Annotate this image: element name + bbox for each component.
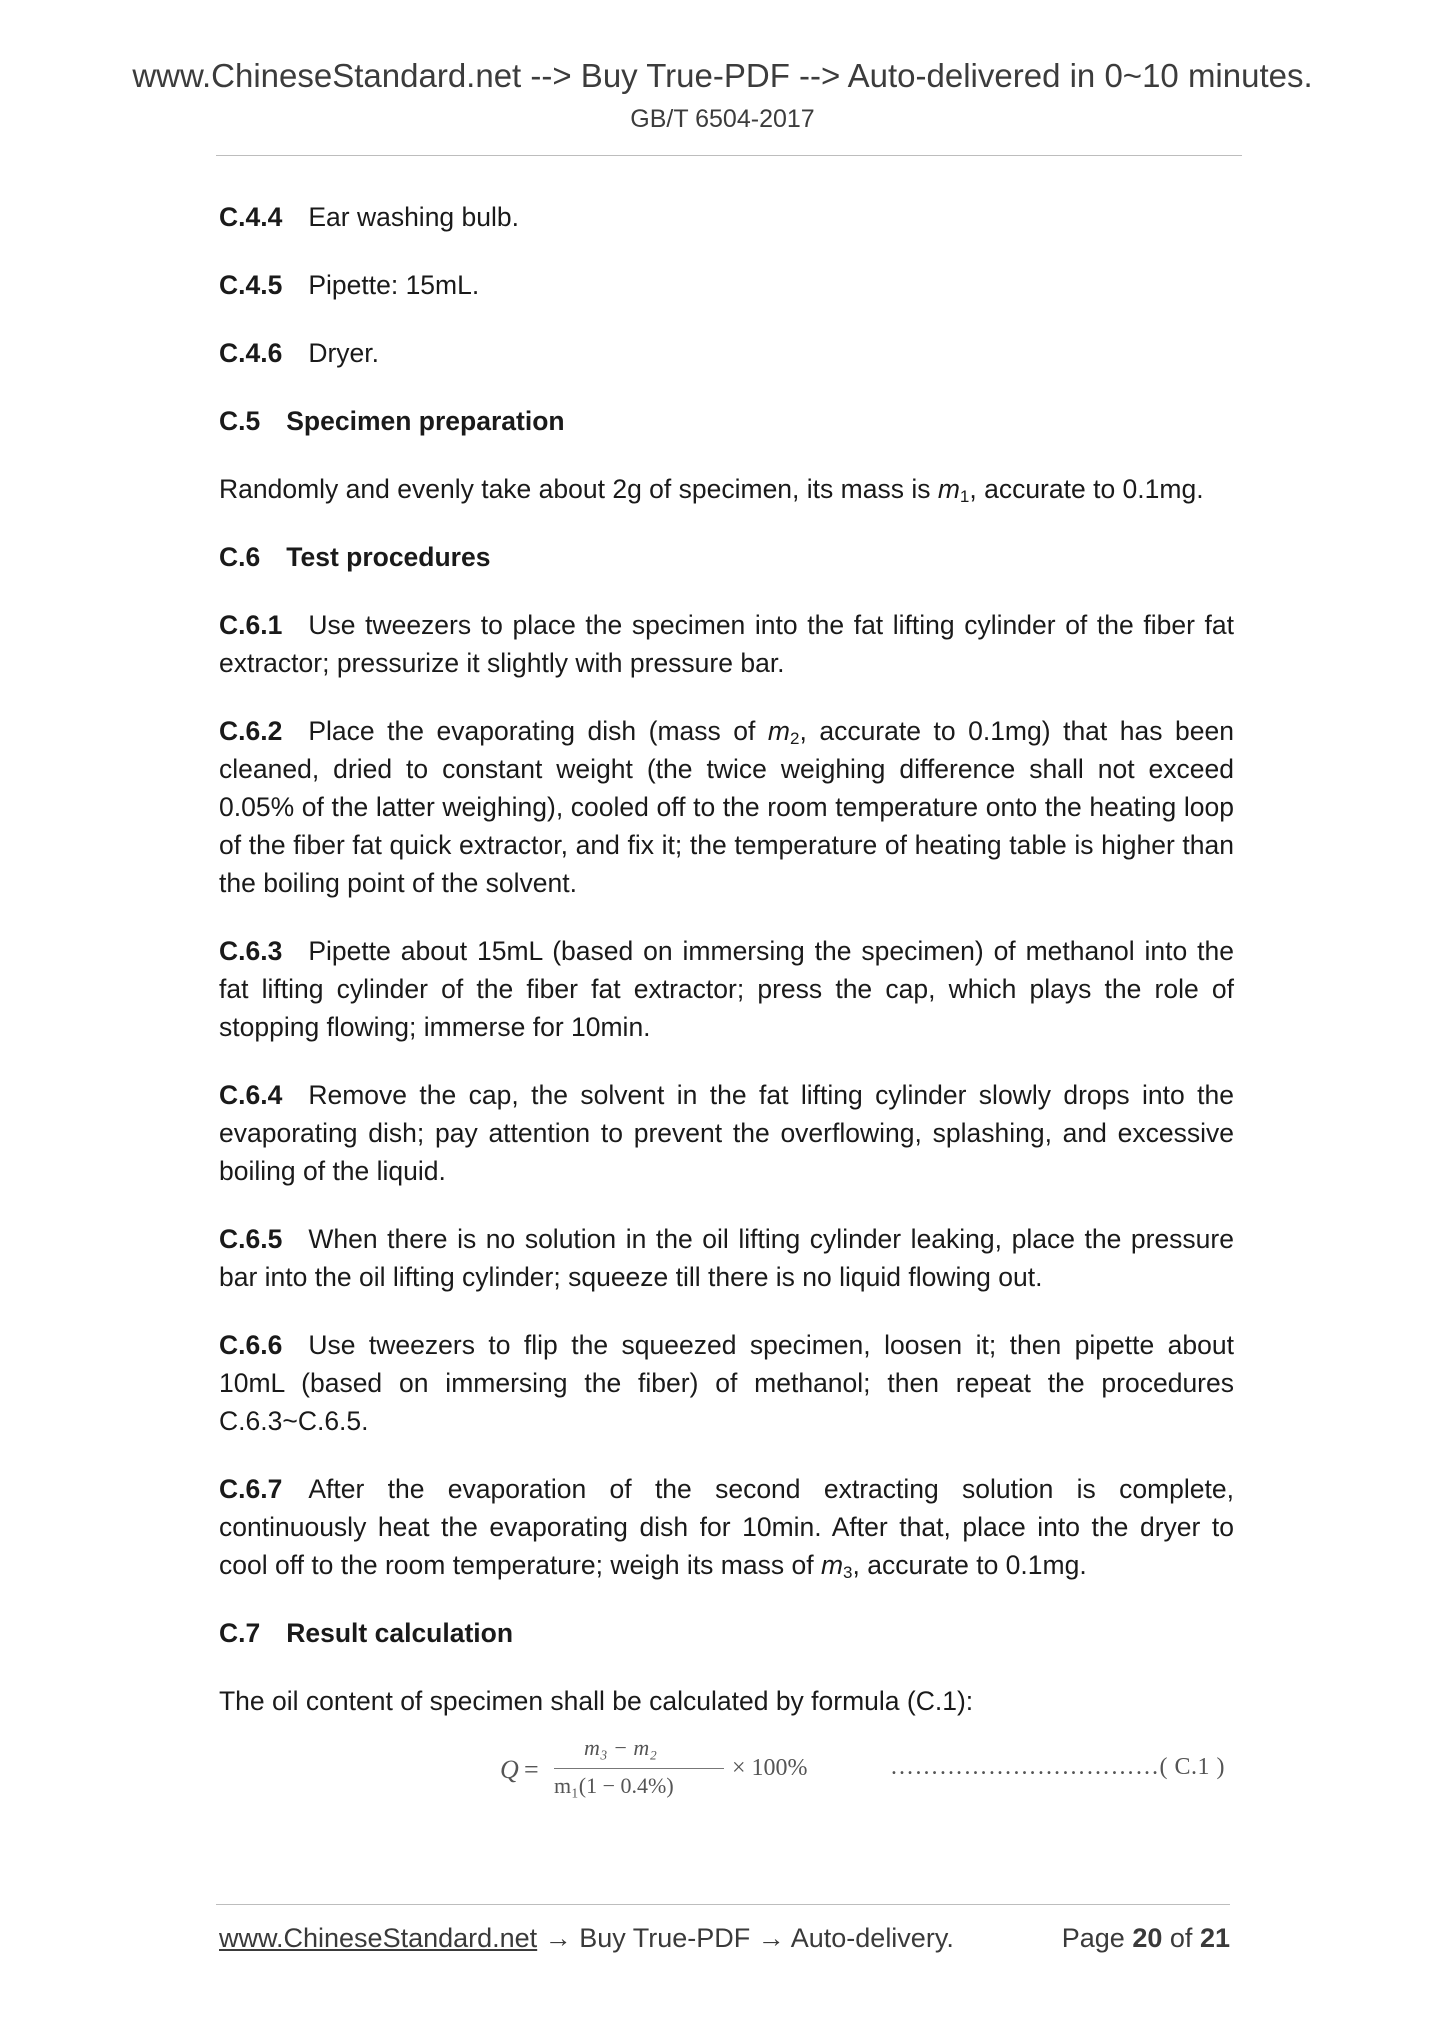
clause-text-after: , accurate to 0.1mg. (852, 1550, 1087, 1580)
footer-left (219, 1923, 954, 1954)
of-word: of (1169, 1923, 1193, 1953)
mass-subscript: 3 (843, 1563, 853, 1582)
clause-number: C.6.5 (219, 1224, 283, 1254)
clause-text: Pipette about 15mL (based on immersing the specimen) of methanol into the fat lifting cylinder of the fiber fat extractor; press the cap, which plays the role of stopping flowing; immerse for 10min. (219, 936, 1234, 1042)
formula-fraction-bar (554, 1768, 724, 1769)
clause-c-6-6 (219, 1326, 1234, 1440)
calc-intro: The oil content of specimen shall be calculated by formula (C.1): (219, 1686, 974, 1716)
section-number: C.6 (219, 542, 261, 572)
header-divider (216, 155, 1242, 156)
mass-variable: m (820, 1550, 844, 1580)
clause-c-6-7 (219, 1470, 1234, 1584)
section-heading-c-6 (219, 538, 1234, 576)
clause-number: C.6.4 (219, 1080, 283, 1110)
section-title: Result calculation (286, 1618, 514, 1648)
formula-multiplier: × 100% (732, 1755, 808, 1781)
clause-text-before: After the evaporation of the second extracting solution is complete, continuously heat the evaporating dish for 10min. After that, place into the dryer to cool off to the room temperature; weigh its mass of (219, 1474, 1234, 1580)
clause-number: C.4.4 (219, 202, 283, 232)
clause-text: When there is no solution in the oil lifting cylinder leaking, place the pressure bar into the oil lifting cylinder; squeeze till there is no liquid flowing out. (219, 1224, 1234, 1292)
formula-lhs: Q (500, 1755, 519, 1784)
clause-c-4-6 (219, 334, 1234, 372)
clause-number: C.6.7 (219, 1474, 283, 1504)
mass-subscript: 1 (959, 487, 970, 506)
clause-text-before: Place the evaporating dish (mass of (308, 716, 768, 746)
clause-number: C.6.3 (219, 936, 283, 966)
clause-c-4-5 (219, 266, 1234, 304)
clause-text: Pipette: 15mL. (308, 270, 480, 300)
clause-number: C.4.6 (219, 338, 283, 368)
page-number: 20 (1132, 1923, 1163, 1953)
formula-denominator: m₁(1 − 0.4%) (554, 1773, 674, 1798)
clause-c-6-5 (219, 1220, 1234, 1296)
clause-text: Dryer. (308, 338, 380, 368)
formula-c-1 (500, 1735, 1240, 1805)
prep-text-before: Randomly and evenly take about 2g of specimen, its mass is (219, 474, 938, 504)
formula-numerator: m₃ − m₂ (584, 1735, 657, 1760)
mass-subscript: 2 (789, 729, 800, 748)
clause-c-6-3 (219, 932, 1234, 1046)
clause-number: C.6.1 (219, 610, 283, 640)
formula-equals: = (524, 1755, 539, 1784)
section-heading-c-7 (219, 1614, 1234, 1652)
footer-divider (216, 1904, 1230, 1905)
section-number: C.7 (219, 1618, 261, 1648)
page-footer (219, 1923, 1230, 1963)
mass-variable: m (937, 474, 960, 504)
page-indicator (1062, 1923, 1230, 1954)
standard-id: GB/T 6504-2017 (630, 105, 815, 133)
formula-label: ……………………………( C.1 ) (890, 1754, 1225, 1780)
document-body (219, 198, 1234, 1720)
section-title: Test procedures (286, 542, 491, 572)
clause-number: C.6.2 (219, 716, 283, 746)
section-title: Specimen preparation (286, 406, 565, 436)
clause-text-after: , accurate to 0.1mg) that has been cleaned, dried to constant weight (the twice weighing difference shall not exceed 0.05% of the latter weighing), cooled off to the room temperature onto the heating loop of the fiber fat quick extractor, and fix it; the temperature of heating table is higher than the boiling point of the solvent. (219, 716, 1234, 898)
section-heading-c-5 (219, 402, 1234, 440)
clause-text: Use tweezers to flip the squeezed specimen, loosen it; then pipette about 10mL (based on immersing the fiber) of methanol; then repeat the procedures C.6.3~C.6.5. (219, 1330, 1234, 1436)
header-banner: www.ChineseStandard.net --> Buy True-PDF --> Auto-delivered in 0~10 minutes. (132, 57, 1313, 94)
clause-text: Remove the cap, the solvent in the fat lifting cylinder slowly drops into the evaporating dish; pay attention to prevent the overflowing, splashing, and excessive boiling of the liquid. (219, 1080, 1234, 1186)
clause-c-6-1 (219, 606, 1234, 682)
footer-site-link[interactable]: www.ChineseStandard.net (219, 1923, 538, 1953)
prep-text-after: , accurate to 0.1mg. (969, 474, 1204, 504)
mass-variable: m (767, 716, 790, 746)
section-number: C.5 (219, 406, 261, 436)
page-total: 21 (1199, 1923, 1230, 1953)
clause-c-6-4 (219, 1076, 1234, 1190)
clause-c-6-2 (219, 712, 1234, 902)
clause-text: Use tweezers to place the specimen into the fat lifting cylinder of the fiber fat extractor; pressurize it slightly with pressure bar. (219, 610, 1234, 678)
clause-c-4-4 (219, 198, 1234, 236)
clause-text: Ear washing bulb. (308, 202, 519, 232)
page-word: Page (1061, 1923, 1125, 1953)
footer-tagline: → Buy True-PDF → Auto-delivery. (537, 1923, 954, 1953)
prep-paragraph (219, 470, 1234, 508)
clause-number: C.6.6 (219, 1330, 283, 1360)
clause-number: C.4.5 (219, 270, 283, 300)
